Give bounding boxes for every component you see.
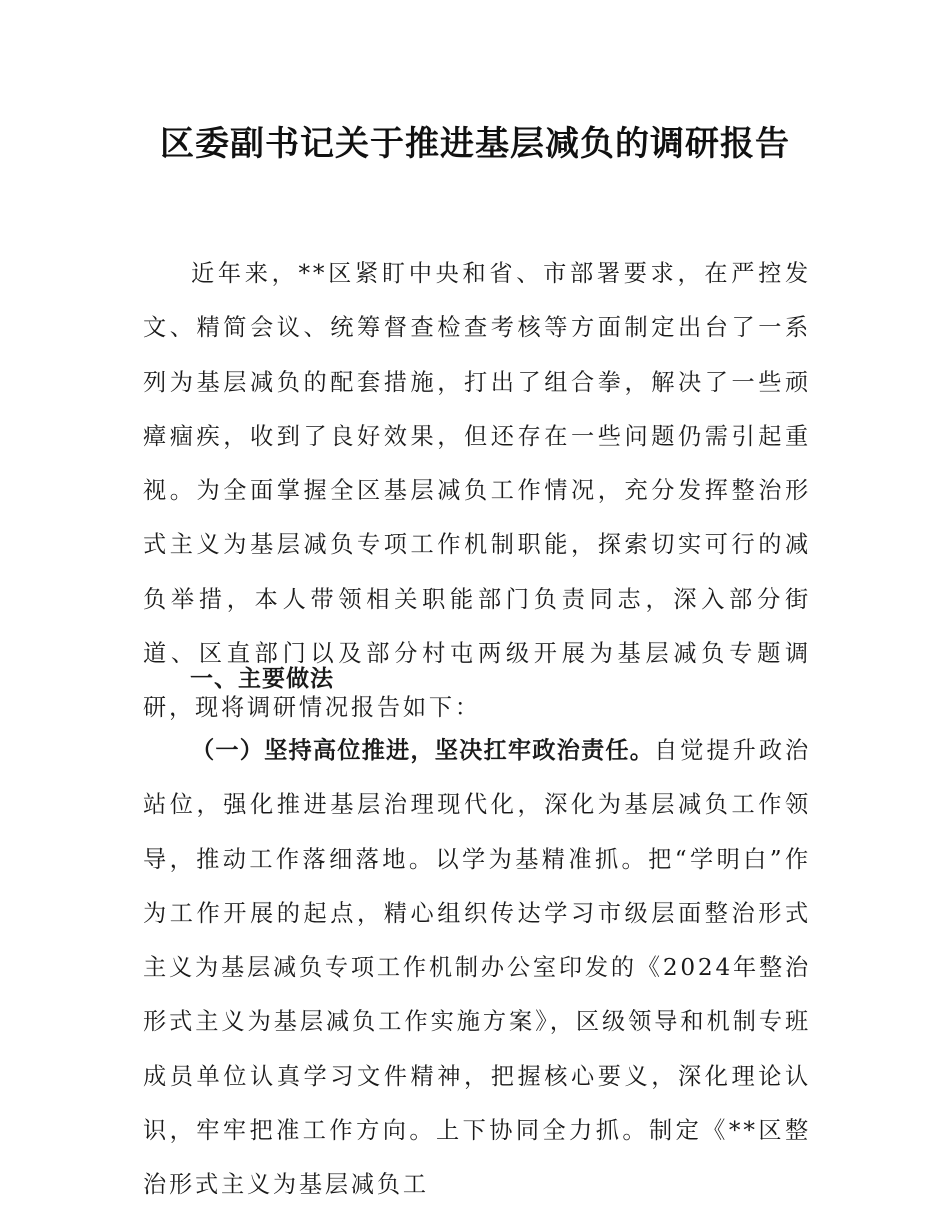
- practice-paragraph-body: 自觉提升政治站位，强化推进基层治理现代化，深化为基层减负工作领导，推动工作落细落地。以学为基精准抓。把“学明白”作为工作开展的起点，精心组织传达学习市级层面整治形式主义为基层减负专项工作机制办公室印发的《2024年整治形式主义为基层减负工作实施方案》，区级领导和机制专班成员单位认真学习文件精神，把握核心要义，深化理论认识，牢牢把准工作方向。上下协同全力抓。制定《**区整治形式主义为基层减负工: [143, 737, 811, 1199]
- section-heading-main-practices: 一、主要做法: [190, 666, 334, 692]
- practice-paragraph-1: [143, 724, 811, 1213]
- practice-paragraph-lead: （一）坚持高位推进，坚决扛牢政治责任。: [191, 737, 655, 764]
- document-title: 区委副书记关于推进基层减负的调研报告: [160, 124, 790, 164]
- intro-paragraph: 近年来，**区紧盯中央和省、市部署要求，在严控发文、精简会议、统筹督查检查考核等方面制定出台了一系列为基层减负的配套措施，打出了组合拳，解决了一些顽瘴痼疾，收到了良好效果，但还存在一些问题仍需引起重视。为全面掌握全区基层减负工作情况，充分发挥整治形式主义为基层减负专项工作机制职能，探索切实可行的减负举措，本人带领相关职能部门负责同志，深入部分街道、区直部门以及部分村屯两级开展为基层减负专题调研，现将调研情况报告如下：: [143, 260, 811, 722]
